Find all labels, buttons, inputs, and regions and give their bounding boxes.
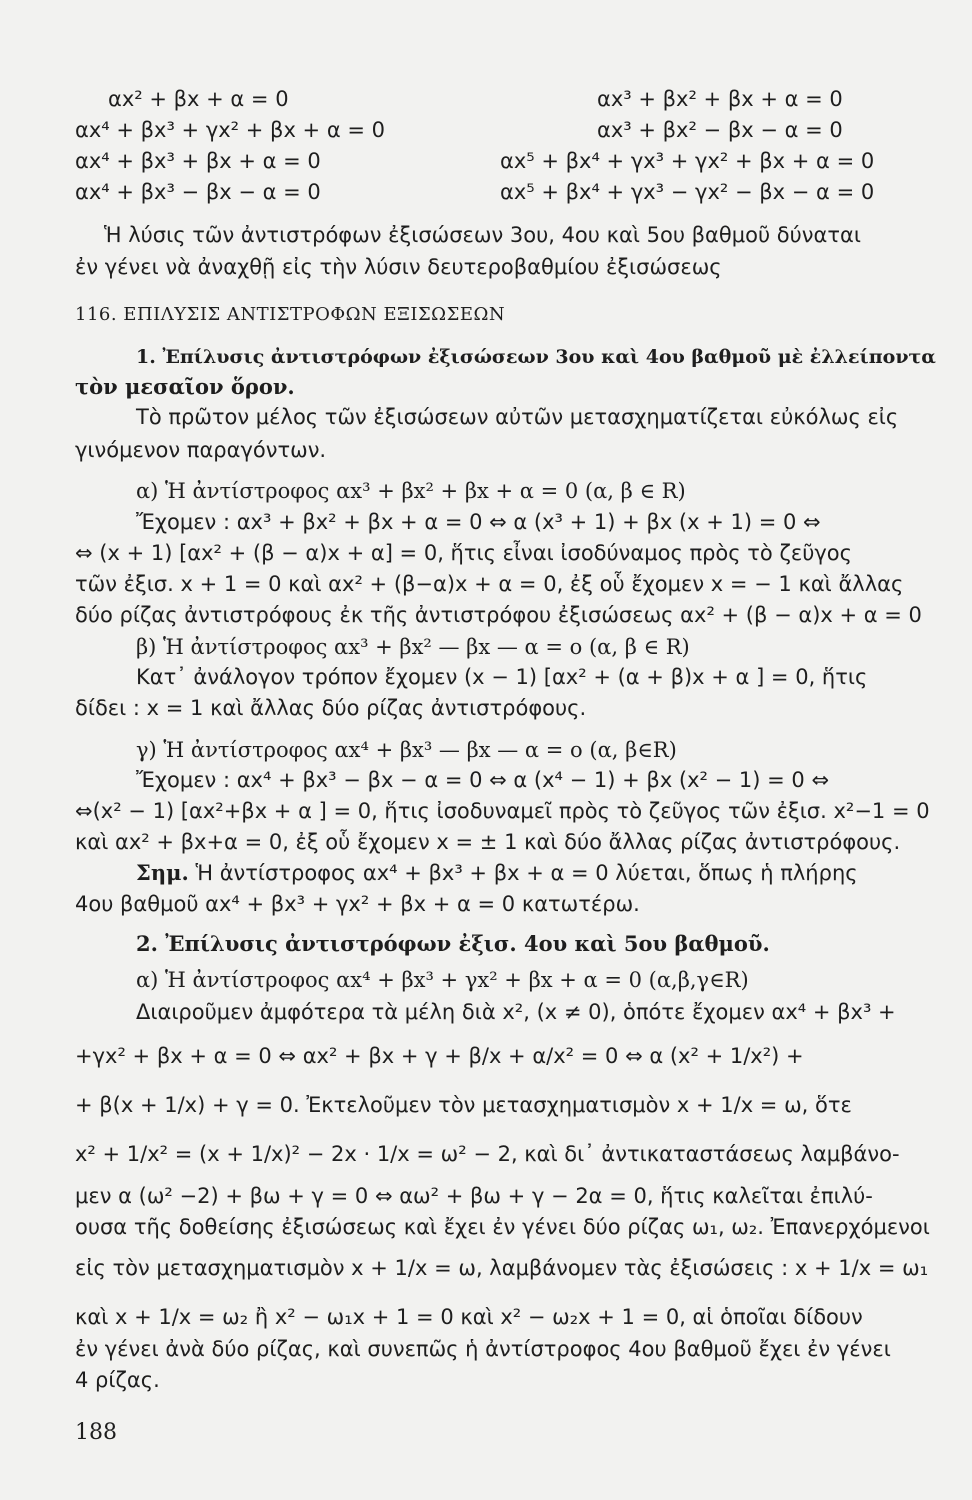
intro-line-2: ἐν γένει νὰ ἀναχθῇ εἰς τὴν λύσιν δευτεροβαθμίου ἐξισώσεως — [75, 255, 722, 279]
equation-right-3: αx⁵ + βx⁴ + γx³ + γx² + βx + α = 0 — [500, 149, 875, 173]
equation-right-4: αx⁵ + βx⁴ + γx³ − γx² − βx − α = 0 — [500, 180, 875, 204]
part2-a-title: α) Ἡ ἀντίστροφος αx⁴ + βx³ + γx² + βx + α = 0 (α,β,γ∈R) — [136, 968, 749, 992]
part1-a-line-3: τῶν ἐξισ. x + 1 = 0 καὶ αx² + (β−α)x + α = 0, ἐξ οὗ ἔχομεν x = − 1 καὶ ἄλλας — [75, 572, 904, 596]
part1-a-line-4: δύο ρίζας ἀντιστρόφους ἐκ τῆς ἀντιστρόφου ἐξισώσεως αx² + (β − α)x + α = 0 — [75, 603, 922, 627]
part1-c-line-3: καὶ αx² + βx+α = 0, ἐξ οὗ ἔχομεν x = ± 1 καὶ δύο ἄλλας ρίζας ἀντιστρόφους. — [75, 830, 901, 854]
equation-right-1: αx³ + βx² + βx + α = 0 — [597, 87, 843, 111]
part2-line-8: καὶ x + 1/x = ω₂ ἢ x² − ω₁x + 1 = 0 καὶ x² − ω₂x + 1 = 0, αἱ ὁποῖαι δίδουν — [75, 1305, 863, 1329]
part1-c-line-2: ⇔(x² − 1) [αx²+βx + α ] = 0, ἥτις ἰσοδυναμεῖ πρὸς τὸ ζεῦγος τῶν ἐξισ. x²−1 = 0 — [75, 799, 930, 823]
part2-line-10: 4 ρίζας. — [75, 1368, 160, 1392]
part2-line-3: + β(x + 1/x) + γ = 0. Ἐκτελοῦμεν τὸν μετασχηματισμὸν x + 1/x = ω, ὅτε — [75, 1093, 852, 1117]
part2-line-7: εἰς τὸν μετασχηματισμὸν x + 1/x = ω, λαμβάνομεν τὰς ἐξισώσεις : x + 1/x = ω₁ — [75, 1256, 929, 1280]
equation-left-3: αx⁴ + βx³ + βx + α = 0 — [75, 149, 321, 173]
note-line-2: 4ου βαθμοῦ αx⁴ + βx³ + γx² + βx + α = 0 κατωτέρω. — [75, 892, 640, 916]
part1-title-line-1: 1. Ἐπίλυσις ἀντιστρόφων ἐξισώσεων 3ου καὶ 4ου βαθμοῦ μὲ ἐλλείποντα — [136, 346, 936, 368]
part1-b-line-2: δίδει : x = 1 καὶ ἄλλας δύο ρίζας ἀντιστρόφους. — [75, 696, 587, 720]
part1-a-line-1: Ἔχομεν : αx³ + βx² + βx + α = 0 ⇔ α (x³ + 1) + βx (x + 1) = 0 ⇔ — [136, 510, 821, 534]
part1-b-title: β) Ἡ ἀντίστροφος αx³ + βx² — βx — α = ο (α, β ∈ R) — [136, 635, 690, 659]
part1-b-line-1: Κατ᾽ ἀνάλογον τρόπον ἔχομεν (x − 1) [αx² + (α + β)x + α ] = 0, ἥτις — [136, 665, 868, 689]
intro-line-1: Ἡ λύσις τῶν ἀντιστρόφων ἐξισώσεων 3ου, 4ου καὶ 5ου βαθμοῦ δύναται — [104, 223, 861, 247]
note-line-1 — [136, 860, 858, 886]
part1-c-line-1: Ἔχομεν : αx⁴ + βx³ − βx − α = 0 ⇔ α (x⁴ − 1) + βx (x² − 1) = 0 ⇔ — [136, 768, 830, 792]
part2-line-9: ἐν γένει ἀνὰ δύο ρίζας, καὶ συνεπῶς ἡ ἀντίστροφος 4ου βαθμοῦ ἔχει ἐν γένει — [75, 1337, 891, 1361]
equation-right-2: αx³ + βx² − βx − α = 0 — [597, 118, 843, 142]
page-number: 188 — [75, 1420, 117, 1445]
part1-a-title: α) Ἡ ἀντίστροφος αx³ + βx² + βx + α = 0 (α, β ∈ R) — [136, 479, 686, 503]
part2-line-5: μεν α (ω² −2) + βω + γ = 0 ⇔ αω² + βω + γ − 2α = 0, ἥτις καλεῖται ἐπιλύ- — [75, 1184, 873, 1208]
part1-title-line-2: τὸν μεσαῖον ὅρον. — [75, 374, 295, 399]
part1-c-title: γ) Ἡ ἀντίστροφος αx⁴ + βx³ — βx — α = ο (α, β∈R) — [136, 738, 677, 762]
equation-left-1: αx² + βx + α = 0 — [108, 87, 289, 111]
note-text-1: Ἡ ἀντίστροφος αx⁴ + βx³ + βx + α = 0 λύεται, ὅπως ἡ πλήρης — [188, 861, 858, 885]
part2-line-2: +γx² + βx + α = 0 ⇔ αx² + βx + γ + β/x + α/x² = 0 ⇔ α (x² + 1/x²) + — [75, 1044, 804, 1068]
note-label: Σημ. — [136, 860, 189, 885]
section-heading: 116. ΕΠΙΛΥΣΙΣ ΑΝΤΙΣΤΡΟΦΩΝ ΕΞΙΣΩΣΕΩΝ — [75, 304, 506, 325]
part1-text-line-1: Τὸ πρῶτον μέλος τῶν ἐξισώσεων αὐτῶν μετασχηματίζεται εὐκόλως εἰς — [136, 405, 899, 429]
part2-title: 2. Ἐπίλυσις ἀντιστρόφων ἐξισ. 4ου καὶ 5ου βαθμοῦ. — [136, 931, 770, 956]
part1-a-line-2: ⇔ (x + 1) [αx² + (β − α)x + α] = 0, ἥτις εἶναι ἰσοδύναμος πρὸς τὸ ζεῦγος — [75, 541, 852, 565]
part2-line-4: x² + 1/x² = (x + 1/x)² − 2x · 1/x = ω² − 2, καὶ δι᾽ ἀντικαταστάσεως λαμβάνο- — [75, 1142, 900, 1166]
part1-text-line-2: γινόμενον παραγόντων. — [75, 438, 327, 462]
equation-left-4: αx⁴ + βx³ − βx − α = 0 — [75, 180, 321, 204]
part2-line-6: ουσα τῆς δοθείσης ἐξισώσεως καὶ ἔχει ἐν γένει δύο ρίζας ω₁, ω₂. Ἐπανερχόμενοι — [75, 1215, 930, 1239]
part2-line-1: Διαιροῦμεν ἀμφότερα τὰ μέλη διὰ x², (x ≠ 0), ὁπότε ἔχομεν αx⁴ + βx³ + — [136, 1000, 896, 1024]
equation-left-2: αx⁴ + βx³ + γx² + βx + α = 0 — [75, 118, 385, 142]
